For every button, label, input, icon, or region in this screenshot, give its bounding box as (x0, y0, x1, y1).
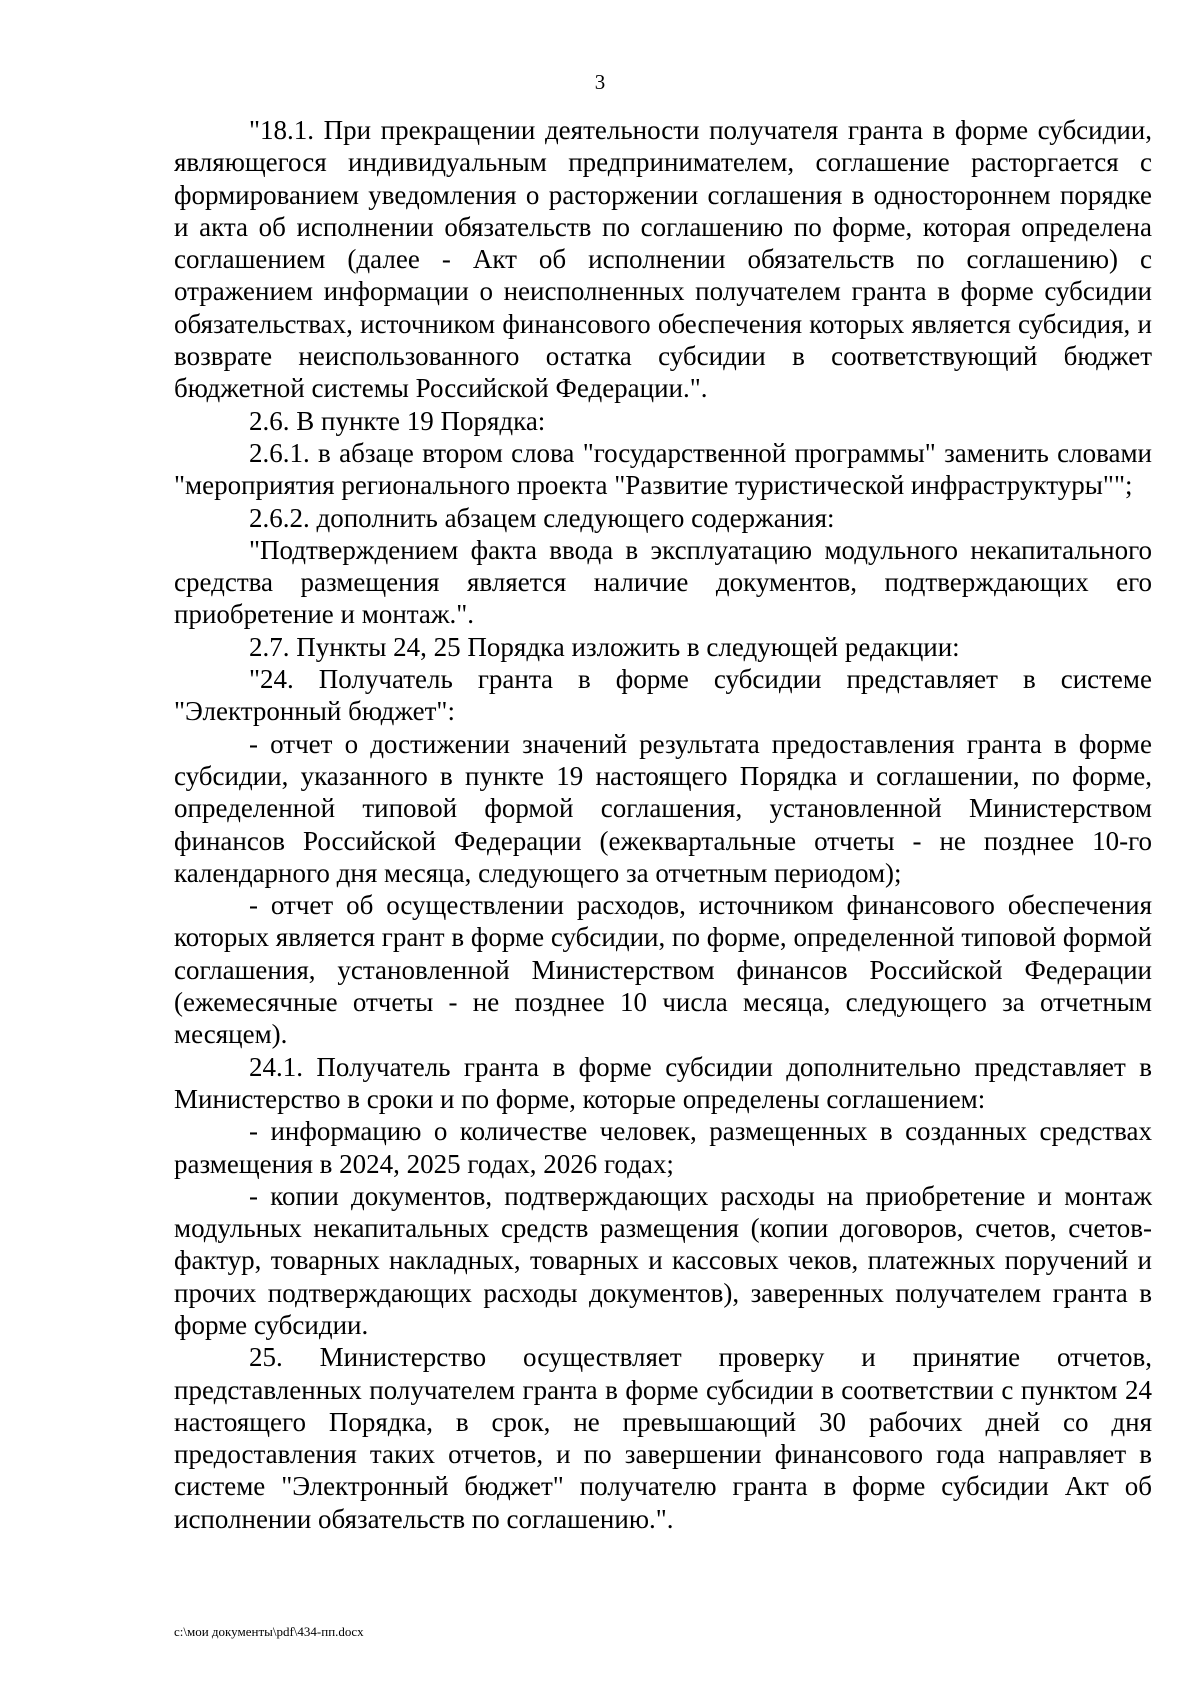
paragraph-2-6: 2.6. В пункте 19 Порядка: (249, 405, 546, 436)
paragraph-24: "24. Получатель гранта в форме субсидии представляет в системе "Электронный бюджет": (174, 664, 1152, 727)
paragraph-25: 25. Министерство осуществляет проверку и принятие отчетов, представленных получателем гранта в форме субсидии в соответствии с пунктом 24 настоящего Порядка, в срок, не превышающий 30 рабочих дней со дня предоставления таких отчетов, и по завершении финансового года направляет в системе "Электронный бюджет" получателю гранта в форме субсидии Акт об исполнении обязательств по соглашению.". (174, 1342, 1152, 1534)
paragraph-24-1-item-2: - копии документов, подтверждающих расходы на приобретение и монтаж модульных некапитальных средств размещения (копии договоров, счетов, счетов-фактур, товарных накладных, товарных и кассовых чеков, платежных поручений и прочих подтверждающих расходы документов), заверенных получателем гранта в форме субсидии. (174, 1180, 1152, 1340)
paragraph-24-1: 24.1. Получатель гранта в форме субсидии дополнительно представляет в Министерство в сроки и по форме, которые определены соглашением: (174, 1051, 1152, 1114)
paragraph-confirmation: "Подтверждением факта ввода в эксплуатацию модульного некапитального средства размещения является наличие документов, подтверждающих его приобретение и монтаж.". (174, 534, 1152, 630)
paragraph-24-1-item-1: - информацию о количестве человек, размещенных в созданных средствах размещения в 2024, 2025 годах, 2026 годах; (174, 1116, 1152, 1179)
page-number: 3 (594, 70, 606, 94)
paragraph-24-item-1: - отчет о достижении значений результата предоставления гранта в форме субсидии, указанного в пункте 19 настоящего Порядка и соглашении, по форме, определенной типовой формой соглашения, установленной Министерством финансов Российской Федерации (ежеквартальные отчеты - не позднее 10-го календарного дня месяца, следующего за отчетным периодом); (174, 728, 1152, 888)
paragraph-2-6-1: 2.6.1. в абзаце втором слова "государственной программы" заменить словами "мероприятия регионального проекта "Развитие туристической инфраструктуры""; (174, 437, 1152, 501)
footer-file-path: c:\мои документы\pdf\434-пп.docx (174, 1624, 364, 1639)
paragraph-18-1: "18.1. При прекращении деятельности получателя гранта в форме субсидии, являющегося индивидуальным предпринимателем, соглашение расторгается с формированием уведомления о расторжении соглашения в одностороннем порядке и акта об исполнении обязательств по соглашению по форме, которая определена соглашением (далее - Акт об исполнении обязательств по соглашению) с отражением информации о неисполненных получателем гранта в форме субсидии обязательствах, источником финансового обеспечения которых является субсидия, и возврате неиспользованного остатка субсидии в соответствующий бюджет бюджетной системы Российской Федерации.". (174, 115, 1152, 404)
paragraph-2-7: 2.7. Пункты 24, 25 Порядка изложить в следующей редакции: (249, 631, 960, 662)
paragraph-2-6-2: 2.6.2. дополнить абзацем следующего содержания: (249, 502, 835, 533)
paragraph-24-item-2: - отчет об осуществлении расходов, источником финансового обеспечения которых является грант в форме субсидии, по форме, определенной типовой формой соглашения, установленной Министерством финансов Российской Федерации (ежемесячные отчеты - не позднее 10 числа месяца, следующего за отчетным месяцем). (174, 890, 1152, 1050)
document-body (174, 114, 1152, 1535)
